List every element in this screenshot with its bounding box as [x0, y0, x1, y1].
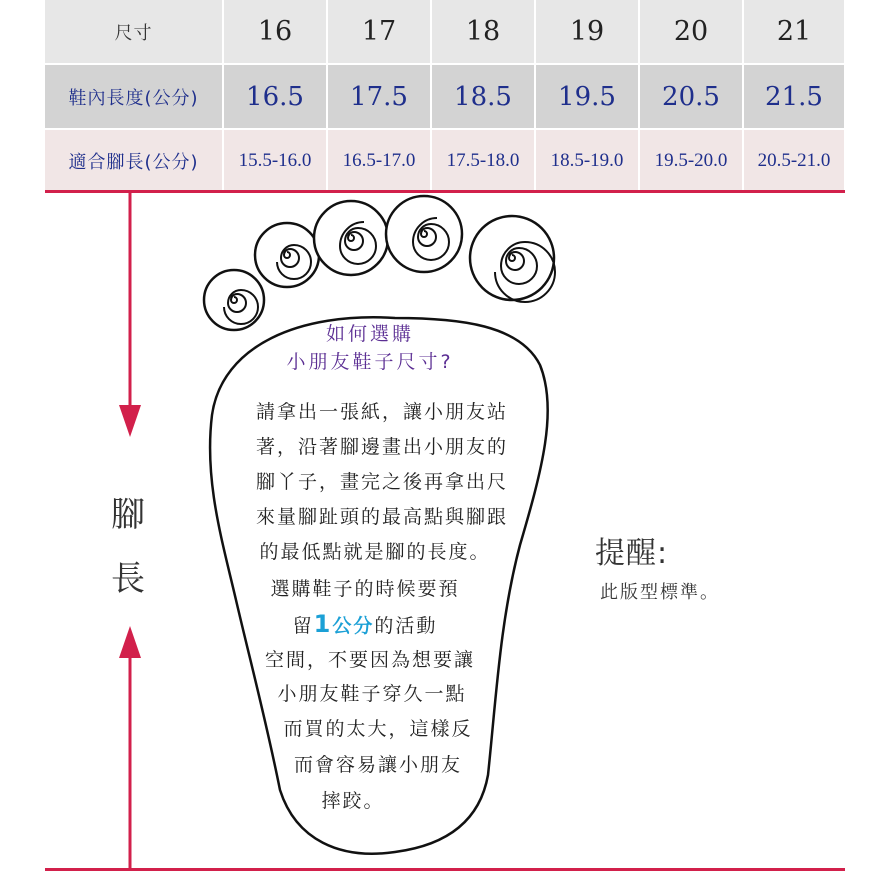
toe-icon	[386, 196, 462, 272]
inner-length-cell: 19.5	[535, 64, 639, 129]
fit-length-cell: 15.5-16.0	[223, 129, 327, 192]
fit-length-cell: 17.5-18.0	[431, 129, 535, 192]
inner-length-cell: 21.5	[743, 64, 845, 129]
tip-title: 提醒:	[595, 536, 669, 571]
inner-length-cell: 18.5	[431, 64, 535, 129]
fit-length-cell: 20.5-21.0	[743, 129, 845, 192]
measure-arrow-up-icon	[119, 626, 141, 868]
foot-card-line: 而會容易讓小朋友	[293, 754, 462, 776]
foot-card-line: 摔跤。	[321, 790, 385, 812]
foot-card-line: 的最低點就是腳的長度。	[259, 541, 491, 563]
inner-length-cell: 20.5	[639, 64, 743, 129]
toe-icon	[314, 201, 388, 275]
fit-length-cell: 16.5-17.0	[327, 129, 431, 192]
reserve-unit: 公分	[332, 615, 375, 637]
foot-card-line: 請拿出一張紙，讓小朋友站	[255, 401, 508, 423]
foot-card-line: 來量腳趾頭的最高點與腳跟	[255, 506, 508, 528]
inner-length-cell: 17.5	[327, 64, 431, 129]
toe-icon	[470, 216, 555, 302]
reserve-number: 1	[313, 610, 333, 638]
foot-card-line: 而買的太大，這樣反	[283, 718, 473, 740]
foot-card-line: 空間，不要因為想要讓	[264, 649, 475, 671]
foot-card-title: 如何選購	[325, 323, 414, 345]
foot-card-subtitle: 小朋友鞋子尺寸?	[286, 351, 454, 373]
size-cell: 18	[431, 0, 535, 64]
foot-card-line: 著，沿著腳邊畫出小朋友的	[255, 436, 508, 458]
foot-card-line: 小朋友鞋子穿久一點	[277, 683, 467, 705]
reserve-suffix: 的活動	[374, 615, 438, 637]
fit-length-cell: 19.5-20.0	[639, 129, 743, 192]
size-cell: 20	[639, 0, 743, 64]
tip-text: 此版型標準。	[600, 582, 720, 603]
size-cell: 19	[535, 0, 639, 64]
size-cell: 17	[327, 0, 431, 64]
reserve-prefix: 留	[292, 615, 314, 637]
inner-length-row-label: 鞋內長度(公分)	[45, 64, 223, 129]
size-cell: 16	[223, 0, 327, 64]
fit-length-row-label: 適合腳長(公分)	[45, 129, 223, 192]
toe-icon	[255, 223, 319, 287]
foot-card-reserve-line	[215, 612, 515, 636]
size-row-label: 尺寸	[45, 0, 223, 64]
foot-length-label-char: 長	[111, 559, 145, 599]
foot-card-line: 選購鞋子的時候要預	[270, 578, 460, 600]
foot-card-line: 腳丫子，畫完之後再拿出尺	[255, 471, 508, 493]
inner-length-cell: 16.5	[223, 64, 327, 129]
measure-arrow-down-icon	[119, 193, 141, 437]
toe-icon	[204, 270, 264, 330]
size-cell: 21	[743, 0, 845, 64]
fit-length-cell: 18.5-19.0	[535, 129, 639, 192]
foot-length-label-char: 腳	[111, 495, 145, 535]
